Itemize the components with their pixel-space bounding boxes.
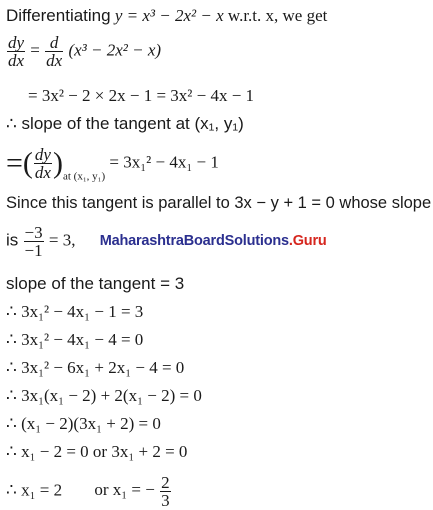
solution-b: or x₁ = −: [94, 480, 155, 500]
d-dx-operator: [45, 34, 63, 69]
equation-step-6: ∴ x₁ − 2 = 0 or 3x₁ + 2 = 0: [6, 442, 188, 461]
slope-equals: = 3,: [48, 230, 76, 250]
slope-denominator: −1: [24, 241, 43, 260]
function-expression: y = x³ − 2x² − x: [114, 6, 224, 25]
derivative-operand: (x³ − 2x² − x): [68, 40, 162, 60]
is-label: is: [6, 230, 19, 250]
tangent-slope-line: slope of the tangent = 3: [6, 274, 185, 293]
evaluation-subscript: at (x₁, y₁): [62, 170, 106, 183]
equation-step-1: ∴ 3x₁² − 4x₁ − 1 = 3: [6, 302, 144, 321]
dy-numerator-2: dy: [34, 145, 51, 164]
watermark-part2: .Guru: [288, 233, 327, 250]
slope-expression: = 3x₁² − 4x₁ − 1: [109, 152, 219, 172]
watermark: [100, 233, 327, 249]
fraction-numerator: 2: [161, 473, 170, 492]
d-numerator: d: [49, 33, 59, 52]
slope-at-point: =( $\frac{dy}{dx}$ )$_{at (x_1, y_1)} = 3x_1^2 - 4x_1 - 1$: [6, 145, 219, 183]
dy-dx-fraction: [7, 34, 25, 69]
dx-denominator-2: dx: [46, 51, 63, 70]
dx-denominator: dx: [8, 51, 25, 70]
slope-value-line: [6, 224, 327, 259]
solution-a: ∴ x₁ = 2: [6, 480, 63, 500]
watermark-part1: MaharashtraBoardSolutions: [99, 233, 289, 250]
dx-denominator-3: dx: [34, 163, 51, 182]
slope-fraction: [24, 224, 44, 259]
solution-fraction: [160, 474, 171, 509]
solution-line: [6, 474, 172, 509]
derivative-line: $\frac{dy}{dx}$ = $\frac{d}{dx}$ (x³ − 2x² − x): [8, 33, 162, 70]
intro-label: Differentiating: [6, 6, 111, 25]
slope-numerator: −3: [24, 223, 43, 242]
derivation-line-1: [6, 6, 327, 26]
dy-numerator: dy: [8, 33, 25, 52]
fraction-denominator: 3: [161, 491, 170, 510]
parallel-statement: Since this tangent is parallel to 3x − y + 1 = 0 whose slope: [6, 194, 432, 212]
equation-step-4: ∴ 3x₁(x₁ − 2) + 2(x₁ − 2) = 0: [6, 386, 202, 405]
slope-statement: ∴ slope of the tangent at (x₁, y₁): [6, 114, 244, 133]
derivative-result: = 3x² − 2 × 2x − 1 = 3x² − 4x − 1: [28, 86, 255, 105]
equation-step-3: ∴ 3x₁² − 6x₁ + 2x₁ − 4 = 0: [6, 358, 185, 377]
equation-step-5: ∴ (x₁ − 2)(3x₁ + 2) = 0: [6, 414, 161, 433]
dy-dx-fraction-2: [34, 146, 52, 181]
equation-step-2: ∴ 3x₁² − 4x₁ − 4 = 0: [6, 330, 144, 349]
wrt-text: w.r.t. x, we get: [227, 6, 328, 25]
